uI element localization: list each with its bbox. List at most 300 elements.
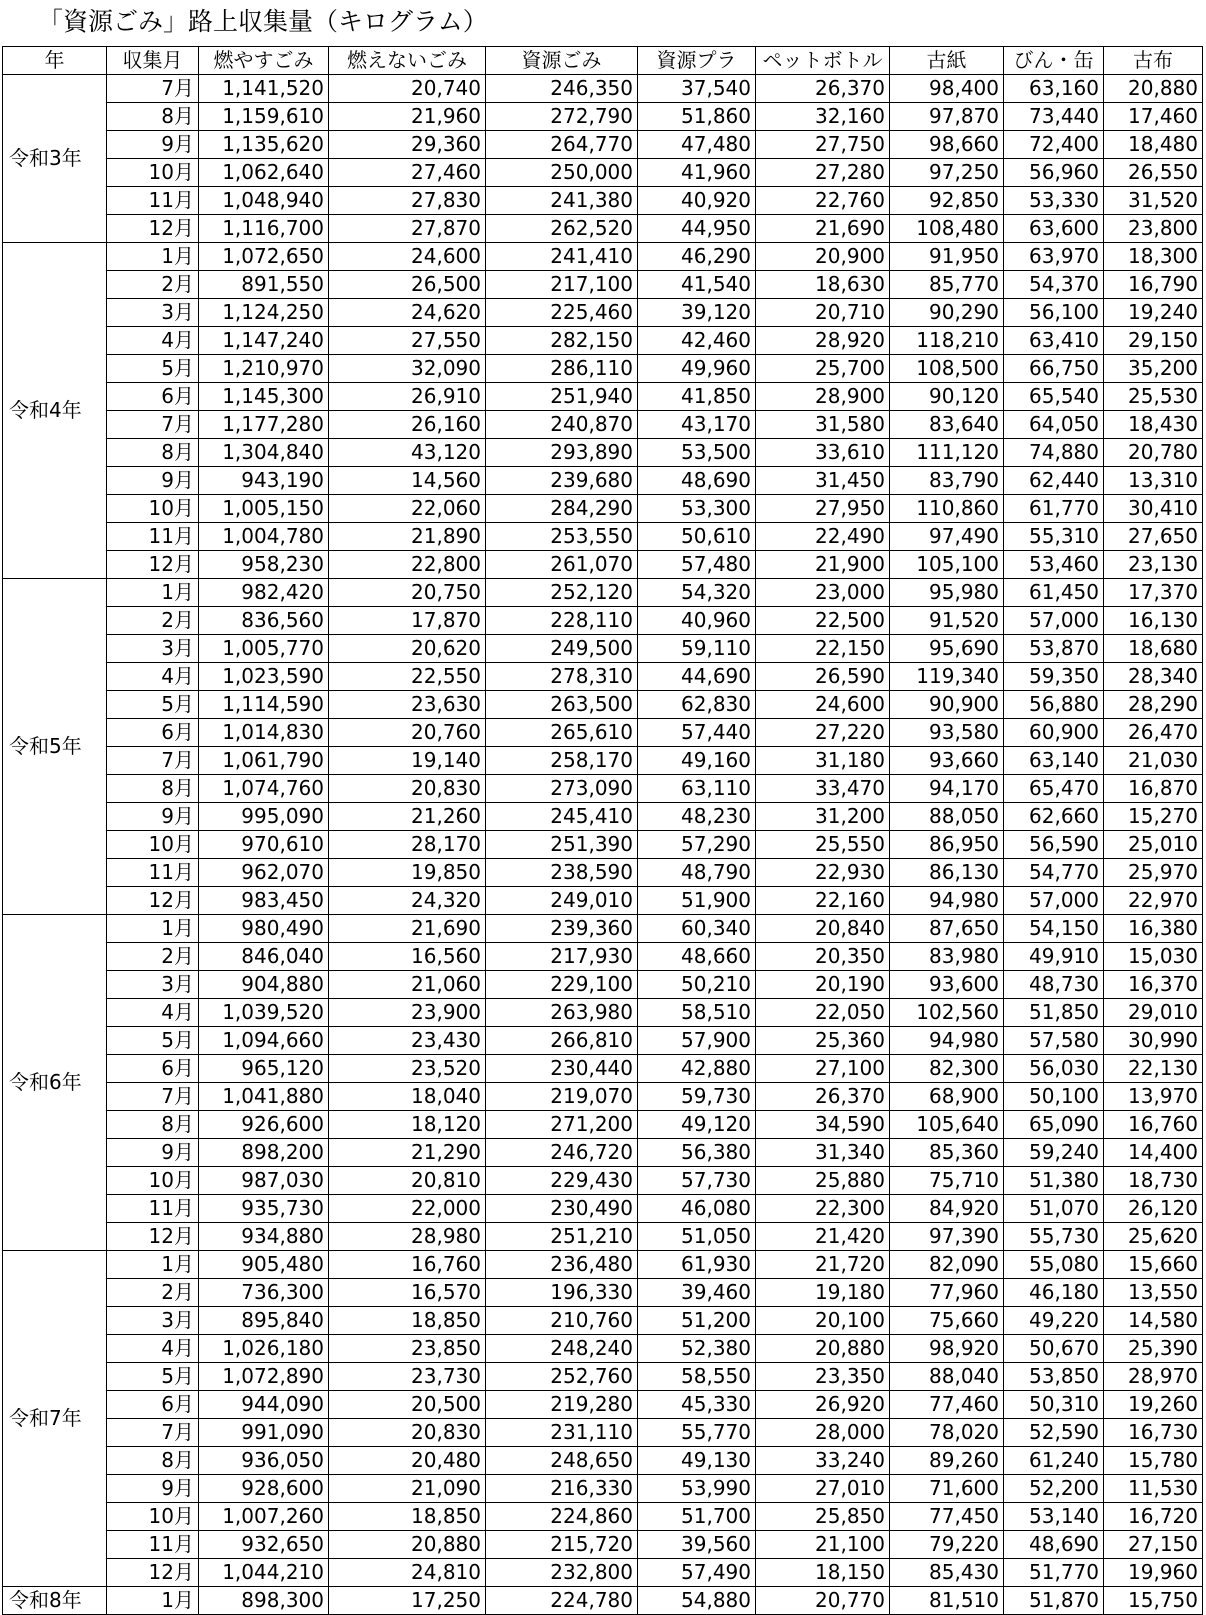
nonburnable-cell: 16,560 bbox=[329, 943, 486, 971]
burnable-cell: 1,072,890 bbox=[199, 1363, 329, 1391]
header-year: 年 bbox=[3, 47, 107, 75]
pet-bottle-cell: 22,300 bbox=[756, 1195, 890, 1223]
paper-cell: 71,600 bbox=[890, 1475, 1004, 1503]
pet-bottle-cell: 28,000 bbox=[756, 1419, 890, 1447]
plastic-cell: 49,960 bbox=[638, 355, 756, 383]
pet-bottle-cell: 22,050 bbox=[756, 999, 890, 1027]
resource-cell: 216,330 bbox=[486, 1475, 638, 1503]
paper-cell: 93,660 bbox=[890, 747, 1004, 775]
table-row bbox=[3, 1083, 1203, 1111]
pet-bottle-cell: 21,900 bbox=[756, 551, 890, 579]
pet-bottle-cell: 21,420 bbox=[756, 1223, 890, 1251]
nonburnable-cell: 18,040 bbox=[329, 1083, 486, 1111]
resource-cell: 264,770 bbox=[486, 131, 638, 159]
table-row bbox=[3, 1587, 1203, 1615]
pet-bottle-cell: 20,190 bbox=[756, 971, 890, 999]
cloth-cell: 22,970 bbox=[1104, 887, 1203, 915]
month-cell: 5月 bbox=[107, 1363, 199, 1391]
burnable-cell: 987,030 bbox=[199, 1167, 329, 1195]
paper-cell: 91,520 bbox=[890, 607, 1004, 635]
bottles-cans-cell: 53,870 bbox=[1004, 635, 1104, 663]
bottles-cans-cell: 49,220 bbox=[1004, 1307, 1104, 1335]
resource-cell: 228,110 bbox=[486, 607, 638, 635]
burnable-cell: 1,147,240 bbox=[199, 327, 329, 355]
month-cell: 9月 bbox=[107, 467, 199, 495]
table-row bbox=[3, 159, 1203, 187]
plastic-cell: 57,900 bbox=[638, 1027, 756, 1055]
bottles-cans-cell: 49,910 bbox=[1004, 943, 1104, 971]
bottles-cans-cell: 52,590 bbox=[1004, 1419, 1104, 1447]
burnable-cell: 936,050 bbox=[199, 1447, 329, 1475]
plastic-cell: 45,330 bbox=[638, 1391, 756, 1419]
table-row bbox=[3, 663, 1203, 691]
resource-cell: 251,940 bbox=[486, 383, 638, 411]
nonburnable-cell: 24,620 bbox=[329, 299, 486, 327]
nonburnable-cell: 20,740 bbox=[329, 75, 486, 103]
burnable-cell: 935,730 bbox=[199, 1195, 329, 1223]
table-row bbox=[3, 243, 1203, 271]
month-cell: 6月 bbox=[107, 383, 199, 411]
month-cell: 8月 bbox=[107, 1447, 199, 1475]
plastic-cell: 58,510 bbox=[638, 999, 756, 1027]
paper-cell: 105,640 bbox=[890, 1111, 1004, 1139]
table-row bbox=[3, 1447, 1203, 1475]
table-row bbox=[3, 607, 1203, 635]
bottles-cans-cell: 73,440 bbox=[1004, 103, 1104, 131]
month-cell: 12月 bbox=[107, 887, 199, 915]
header-nonburnable: 燃えないごみ bbox=[329, 47, 486, 75]
month-cell: 5月 bbox=[107, 1027, 199, 1055]
pet-bottle-cell: 20,880 bbox=[756, 1335, 890, 1363]
bottles-cans-cell: 62,660 bbox=[1004, 803, 1104, 831]
burnable-cell: 1,041,880 bbox=[199, 1083, 329, 1111]
nonburnable-cell: 22,550 bbox=[329, 663, 486, 691]
burnable-cell: 1,135,620 bbox=[199, 131, 329, 159]
resource-cell: 196,330 bbox=[486, 1279, 638, 1307]
resource-cell: 251,210 bbox=[486, 1223, 638, 1251]
resource-cell: 239,680 bbox=[486, 467, 638, 495]
plastic-cell: 51,900 bbox=[638, 887, 756, 915]
bottles-cans-cell: 66,750 bbox=[1004, 355, 1104, 383]
pet-bottle-cell: 26,370 bbox=[756, 75, 890, 103]
burnable-cell: 1,141,520 bbox=[199, 75, 329, 103]
month-cell: 3月 bbox=[107, 299, 199, 327]
pet-bottle-cell: 27,010 bbox=[756, 1475, 890, 1503]
pet-bottle-cell: 33,240 bbox=[756, 1447, 890, 1475]
table-row bbox=[3, 831, 1203, 859]
bottles-cans-cell: 51,850 bbox=[1004, 999, 1104, 1027]
pet-bottle-cell: 25,700 bbox=[756, 355, 890, 383]
burnable-cell: 980,490 bbox=[199, 915, 329, 943]
paper-cell: 82,300 bbox=[890, 1055, 1004, 1083]
table-body bbox=[3, 75, 1203, 1615]
month-cell: 10月 bbox=[107, 1167, 199, 1195]
month-cell: 6月 bbox=[107, 1391, 199, 1419]
pet-bottle-cell: 26,920 bbox=[756, 1391, 890, 1419]
cloth-cell: 20,880 bbox=[1104, 75, 1203, 103]
burnable-cell: 1,094,660 bbox=[199, 1027, 329, 1055]
table-row bbox=[3, 1475, 1203, 1503]
bottles-cans-cell: 63,970 bbox=[1004, 243, 1104, 271]
cloth-cell: 28,970 bbox=[1104, 1363, 1203, 1391]
plastic-cell: 51,200 bbox=[638, 1307, 756, 1335]
burnable-cell: 895,840 bbox=[199, 1307, 329, 1335]
cloth-cell: 25,970 bbox=[1104, 859, 1203, 887]
bottles-cans-cell: 50,100 bbox=[1004, 1083, 1104, 1111]
plastic-cell: 53,990 bbox=[638, 1475, 756, 1503]
resource-cell: 232,800 bbox=[486, 1559, 638, 1587]
burnable-cell: 891,550 bbox=[199, 271, 329, 299]
pet-bottle-cell: 23,350 bbox=[756, 1363, 890, 1391]
year-cell: 令和3年 bbox=[3, 75, 107, 243]
pet-bottle-cell: 26,370 bbox=[756, 1083, 890, 1111]
pet-bottle-cell: 31,450 bbox=[756, 467, 890, 495]
table-row bbox=[3, 1251, 1203, 1279]
paper-cell: 118,210 bbox=[890, 327, 1004, 355]
nonburnable-cell: 21,090 bbox=[329, 1475, 486, 1503]
plastic-cell: 54,320 bbox=[638, 579, 756, 607]
pet-bottle-cell: 22,490 bbox=[756, 523, 890, 551]
paper-cell: 98,660 bbox=[890, 131, 1004, 159]
resource-cell: 282,150 bbox=[486, 327, 638, 355]
pet-bottle-cell: 22,930 bbox=[756, 859, 890, 887]
pet-bottle-cell: 22,760 bbox=[756, 187, 890, 215]
plastic-cell: 52,380 bbox=[638, 1335, 756, 1363]
paper-cell: 83,640 bbox=[890, 411, 1004, 439]
pet-bottle-cell: 18,630 bbox=[756, 271, 890, 299]
nonburnable-cell: 18,850 bbox=[329, 1307, 486, 1335]
table-row bbox=[3, 635, 1203, 663]
plastic-cell: 47,480 bbox=[638, 131, 756, 159]
header-burnable: 燃やすごみ bbox=[199, 47, 329, 75]
table-row bbox=[3, 747, 1203, 775]
table-row bbox=[3, 943, 1203, 971]
burnable-cell: 1,177,280 bbox=[199, 411, 329, 439]
nonburnable-cell: 43,120 bbox=[329, 439, 486, 467]
bottles-cans-cell: 46,180 bbox=[1004, 1279, 1104, 1307]
month-cell: 4月 bbox=[107, 327, 199, 355]
nonburnable-cell: 24,320 bbox=[329, 887, 486, 915]
resource-cell: 224,860 bbox=[486, 1503, 638, 1531]
month-cell: 9月 bbox=[107, 803, 199, 831]
cloth-cell: 29,010 bbox=[1104, 999, 1203, 1027]
burnable-cell: 962,070 bbox=[199, 859, 329, 887]
nonburnable-cell: 20,830 bbox=[329, 775, 486, 803]
cloth-cell: 16,760 bbox=[1104, 1111, 1203, 1139]
paper-cell: 111,120 bbox=[890, 439, 1004, 467]
nonburnable-cell: 23,430 bbox=[329, 1027, 486, 1055]
burnable-cell: 970,610 bbox=[199, 831, 329, 859]
resource-cell: 224,780 bbox=[486, 1587, 638, 1615]
burnable-cell: 1,005,150 bbox=[199, 495, 329, 523]
plastic-cell: 61,930 bbox=[638, 1251, 756, 1279]
paper-cell: 87,650 bbox=[890, 915, 1004, 943]
plastic-cell: 44,950 bbox=[638, 215, 756, 243]
paper-cell: 79,220 bbox=[890, 1531, 1004, 1559]
cloth-cell: 14,580 bbox=[1104, 1307, 1203, 1335]
cloth-cell: 13,970 bbox=[1104, 1083, 1203, 1111]
pet-bottle-cell: 21,100 bbox=[756, 1531, 890, 1559]
nonburnable-cell: 17,250 bbox=[329, 1587, 486, 1615]
cloth-cell: 28,340 bbox=[1104, 663, 1203, 691]
nonburnable-cell: 16,760 bbox=[329, 1251, 486, 1279]
nonburnable-cell: 26,160 bbox=[329, 411, 486, 439]
bottles-cans-cell: 72,400 bbox=[1004, 131, 1104, 159]
pet-bottle-cell: 20,350 bbox=[756, 943, 890, 971]
burnable-cell: 1,159,610 bbox=[199, 103, 329, 131]
pet-bottle-cell: 32,160 bbox=[756, 103, 890, 131]
month-cell: 1月 bbox=[107, 243, 199, 271]
cloth-cell: 30,990 bbox=[1104, 1027, 1203, 1055]
month-cell: 1月 bbox=[107, 1587, 199, 1615]
paper-cell: 85,360 bbox=[890, 1139, 1004, 1167]
plastic-cell: 39,120 bbox=[638, 299, 756, 327]
cloth-cell: 26,550 bbox=[1104, 159, 1203, 187]
burnable-cell: 1,145,300 bbox=[199, 383, 329, 411]
burnable-cell: 982,420 bbox=[199, 579, 329, 607]
nonburnable-cell: 27,460 bbox=[329, 159, 486, 187]
plastic-cell: 39,460 bbox=[638, 1279, 756, 1307]
resource-cell: 286,110 bbox=[486, 355, 638, 383]
month-cell: 11月 bbox=[107, 1195, 199, 1223]
resource-cell: 225,460 bbox=[486, 299, 638, 327]
plastic-cell: 50,210 bbox=[638, 971, 756, 999]
bottles-cans-cell: 57,580 bbox=[1004, 1027, 1104, 1055]
month-cell: 11月 bbox=[107, 859, 199, 887]
pet-bottle-cell: 27,100 bbox=[756, 1055, 890, 1083]
cloth-cell: 26,120 bbox=[1104, 1195, 1203, 1223]
cloth-cell: 17,460 bbox=[1104, 103, 1203, 131]
paper-cell: 110,860 bbox=[890, 495, 1004, 523]
bottles-cans-cell: 55,080 bbox=[1004, 1251, 1104, 1279]
nonburnable-cell: 21,290 bbox=[329, 1139, 486, 1167]
pet-bottle-cell: 21,690 bbox=[756, 215, 890, 243]
nonburnable-cell: 16,570 bbox=[329, 1279, 486, 1307]
resource-cell: 231,110 bbox=[486, 1419, 638, 1447]
table-row bbox=[3, 1307, 1203, 1335]
paper-cell: 85,770 bbox=[890, 271, 1004, 299]
bottles-cans-cell: 65,470 bbox=[1004, 775, 1104, 803]
plastic-cell: 37,540 bbox=[638, 75, 756, 103]
cloth-cell: 23,800 bbox=[1104, 215, 1203, 243]
cloth-cell: 16,790 bbox=[1104, 271, 1203, 299]
month-cell: 1月 bbox=[107, 579, 199, 607]
bottles-cans-cell: 61,770 bbox=[1004, 495, 1104, 523]
resource-cell: 230,490 bbox=[486, 1195, 638, 1223]
resource-cell: 252,760 bbox=[486, 1363, 638, 1391]
plastic-cell: 46,080 bbox=[638, 1195, 756, 1223]
burnable-cell: 1,062,640 bbox=[199, 159, 329, 187]
burnable-cell: 965,120 bbox=[199, 1055, 329, 1083]
paper-cell: 86,950 bbox=[890, 831, 1004, 859]
bottles-cans-cell: 55,310 bbox=[1004, 523, 1104, 551]
bottles-cans-cell: 50,310 bbox=[1004, 1391, 1104, 1419]
paper-cell: 82,090 bbox=[890, 1251, 1004, 1279]
bottles-cans-cell: 63,410 bbox=[1004, 327, 1104, 355]
burnable-cell: 934,880 bbox=[199, 1223, 329, 1251]
table-row bbox=[3, 355, 1203, 383]
header-resource: 資源ごみ bbox=[486, 47, 638, 75]
month-cell: 3月 bbox=[107, 1307, 199, 1335]
table-row bbox=[3, 887, 1203, 915]
month-cell: 4月 bbox=[107, 1335, 199, 1363]
header-cloth: 古布 bbox=[1104, 47, 1203, 75]
resource-cell: 293,890 bbox=[486, 439, 638, 467]
nonburnable-cell: 26,500 bbox=[329, 271, 486, 299]
month-cell: 1月 bbox=[107, 1251, 199, 1279]
cloth-cell: 27,650 bbox=[1104, 523, 1203, 551]
paper-cell: 91,950 bbox=[890, 243, 1004, 271]
table-row bbox=[3, 411, 1203, 439]
nonburnable-cell: 22,060 bbox=[329, 495, 486, 523]
burnable-cell: 944,090 bbox=[199, 1391, 329, 1419]
bottles-cans-cell: 56,960 bbox=[1004, 159, 1104, 187]
month-cell: 12月 bbox=[107, 1559, 199, 1587]
plastic-cell: 51,050 bbox=[638, 1223, 756, 1251]
paper-cell: 105,100 bbox=[890, 551, 1004, 579]
burnable-cell: 1,124,250 bbox=[199, 299, 329, 327]
bottles-cans-cell: 54,770 bbox=[1004, 859, 1104, 887]
month-cell: 11月 bbox=[107, 523, 199, 551]
plastic-cell: 56,380 bbox=[638, 1139, 756, 1167]
plastic-cell: 60,340 bbox=[638, 915, 756, 943]
plastic-cell: 62,830 bbox=[638, 691, 756, 719]
paper-cell: 83,790 bbox=[890, 467, 1004, 495]
month-cell: 10月 bbox=[107, 1503, 199, 1531]
month-cell: 7月 bbox=[107, 1419, 199, 1447]
paper-cell: 89,260 bbox=[890, 1447, 1004, 1475]
table-row bbox=[3, 1335, 1203, 1363]
pet-bottle-cell: 19,180 bbox=[756, 1279, 890, 1307]
table-row bbox=[3, 719, 1203, 747]
resource-cell: 249,010 bbox=[486, 887, 638, 915]
paper-cell: 97,490 bbox=[890, 523, 1004, 551]
bottles-cans-cell: 48,730 bbox=[1004, 971, 1104, 999]
plastic-cell: 55,770 bbox=[638, 1419, 756, 1447]
burnable-cell: 1,114,590 bbox=[199, 691, 329, 719]
plastic-cell: 41,960 bbox=[638, 159, 756, 187]
cloth-cell: 15,270 bbox=[1104, 803, 1203, 831]
paper-cell: 95,690 bbox=[890, 635, 1004, 663]
cloth-cell: 18,430 bbox=[1104, 411, 1203, 439]
burnable-cell: 836,560 bbox=[199, 607, 329, 635]
table-row bbox=[3, 1391, 1203, 1419]
month-cell: 10月 bbox=[107, 495, 199, 523]
burnable-cell: 1,004,780 bbox=[199, 523, 329, 551]
cloth-cell: 29,150 bbox=[1104, 327, 1203, 355]
table-row bbox=[3, 859, 1203, 887]
pet-bottle-cell: 20,100 bbox=[756, 1307, 890, 1335]
pet-bottle-cell: 23,000 bbox=[756, 579, 890, 607]
cloth-cell: 21,030 bbox=[1104, 747, 1203, 775]
paper-cell: 75,660 bbox=[890, 1307, 1004, 1335]
month-cell: 11月 bbox=[107, 187, 199, 215]
month-cell: 9月 bbox=[107, 1475, 199, 1503]
plastic-cell: 57,490 bbox=[638, 1559, 756, 1587]
plastic-cell: 49,120 bbox=[638, 1111, 756, 1139]
resource-cell: 261,070 bbox=[486, 551, 638, 579]
plastic-cell: 39,560 bbox=[638, 1531, 756, 1559]
burnable-cell: 943,190 bbox=[199, 467, 329, 495]
nonburnable-cell: 14,560 bbox=[329, 467, 486, 495]
bottles-cans-cell: 60,900 bbox=[1004, 719, 1104, 747]
burnable-cell: 995,090 bbox=[199, 803, 329, 831]
pet-bottle-cell: 22,160 bbox=[756, 887, 890, 915]
year-cell: 令和5年 bbox=[3, 579, 107, 915]
cloth-cell: 19,960 bbox=[1104, 1559, 1203, 1587]
resource-cell: 246,720 bbox=[486, 1139, 638, 1167]
month-cell: 8月 bbox=[107, 775, 199, 803]
nonburnable-cell: 20,500 bbox=[329, 1391, 486, 1419]
table-row bbox=[3, 1419, 1203, 1447]
cloth-cell: 18,730 bbox=[1104, 1167, 1203, 1195]
cloth-cell: 19,260 bbox=[1104, 1391, 1203, 1419]
table-row bbox=[3, 299, 1203, 327]
table-row bbox=[3, 187, 1203, 215]
burnable-cell: 1,210,970 bbox=[199, 355, 329, 383]
paper-cell: 75,710 bbox=[890, 1167, 1004, 1195]
table-title: 「資源ごみ」路上収集量（キログラム） bbox=[38, 7, 488, 36]
plastic-cell: 59,110 bbox=[638, 635, 756, 663]
nonburnable-cell: 27,830 bbox=[329, 187, 486, 215]
month-cell: 5月 bbox=[107, 691, 199, 719]
table-row bbox=[3, 1055, 1203, 1083]
paper-cell: 119,340 bbox=[890, 663, 1004, 691]
pet-bottle-cell: 33,610 bbox=[756, 439, 890, 467]
paper-cell: 90,290 bbox=[890, 299, 1004, 327]
nonburnable-cell: 21,690 bbox=[329, 915, 486, 943]
bottles-cans-cell: 62,440 bbox=[1004, 467, 1104, 495]
bottles-cans-cell: 56,880 bbox=[1004, 691, 1104, 719]
nonburnable-cell: 20,620 bbox=[329, 635, 486, 663]
plastic-cell: 49,130 bbox=[638, 1447, 756, 1475]
paper-cell: 77,460 bbox=[890, 1391, 1004, 1419]
paper-cell: 90,120 bbox=[890, 383, 1004, 411]
burnable-cell: 932,650 bbox=[199, 1531, 329, 1559]
resource-cell: 248,240 bbox=[486, 1335, 638, 1363]
header-plastic: 資源プラ bbox=[638, 47, 756, 75]
burnable-cell: 1,023,590 bbox=[199, 663, 329, 691]
bottles-cans-cell: 53,460 bbox=[1004, 551, 1104, 579]
plastic-cell: 53,500 bbox=[638, 439, 756, 467]
month-cell: 5月 bbox=[107, 355, 199, 383]
table-row bbox=[3, 999, 1203, 1027]
pet-bottle-cell: 20,710 bbox=[756, 299, 890, 327]
month-cell: 7月 bbox=[107, 411, 199, 439]
burnable-cell: 1,061,790 bbox=[199, 747, 329, 775]
resource-cell: 271,200 bbox=[486, 1111, 638, 1139]
pet-bottle-cell: 28,920 bbox=[756, 327, 890, 355]
bottles-cans-cell: 48,690 bbox=[1004, 1531, 1104, 1559]
table-row bbox=[3, 1531, 1203, 1559]
nonburnable-cell: 18,120 bbox=[329, 1111, 486, 1139]
pet-bottle-cell: 34,590 bbox=[756, 1111, 890, 1139]
cloth-cell: 22,130 bbox=[1104, 1055, 1203, 1083]
resource-cell: 266,810 bbox=[486, 1027, 638, 1055]
table-row bbox=[3, 383, 1203, 411]
table-row bbox=[3, 327, 1203, 355]
burnable-cell: 928,600 bbox=[199, 1475, 329, 1503]
paper-cell: 68,900 bbox=[890, 1083, 1004, 1111]
cloth-cell: 13,550 bbox=[1104, 1279, 1203, 1307]
nonburnable-cell: 24,810 bbox=[329, 1559, 486, 1587]
burnable-cell: 983,450 bbox=[199, 887, 329, 915]
resource-cell: 230,440 bbox=[486, 1055, 638, 1083]
bottles-cans-cell: 54,150 bbox=[1004, 915, 1104, 943]
paper-cell: 94,980 bbox=[890, 887, 1004, 915]
cloth-cell: 26,470 bbox=[1104, 719, 1203, 747]
nonburnable-cell: 21,260 bbox=[329, 803, 486, 831]
